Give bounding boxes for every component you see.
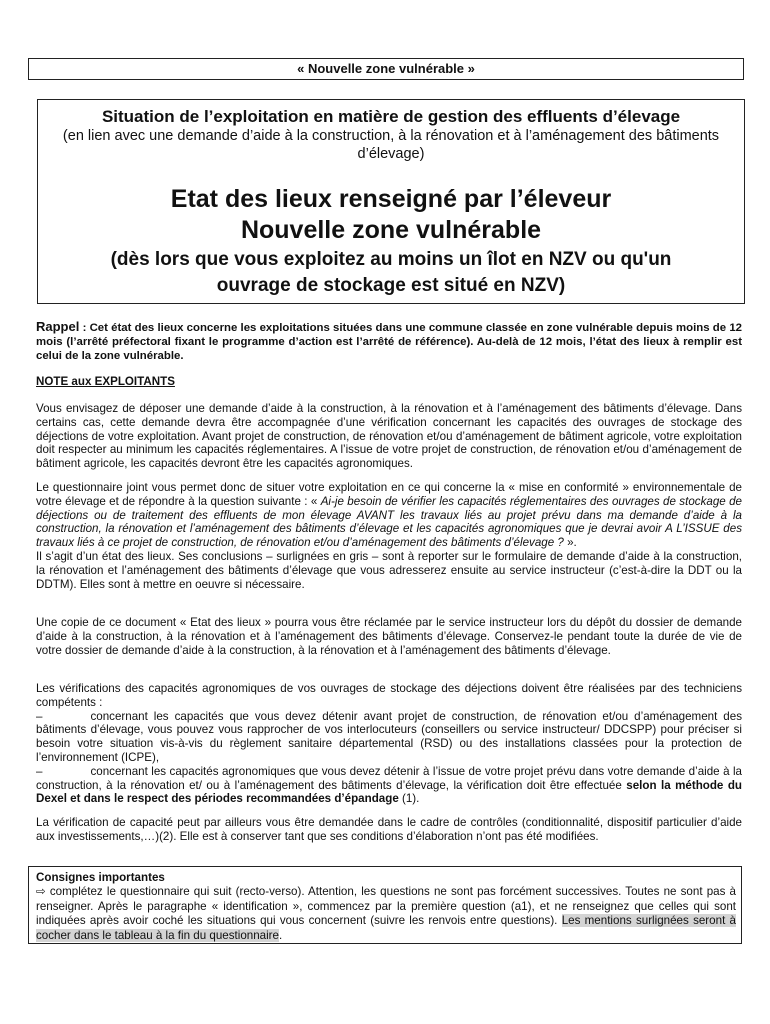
paragraph-4-item2-bold: selon la méthode du Dexel et dans le respect des périodes recommandées d’épandage bbox=[36, 778, 742, 806]
situation-subheading: (en lien avec une demande d’aide à la construction, à la rénovation et à l’aménagement des bâtiments d’élevage) bbox=[62, 128, 720, 162]
paragraph-3: Une copie de ce document « Etat des lieux » pourra vous être réclamée par le service instructeur lors du dépôt du dossier de demande d’aide à la construction, à la rénovation et à l’aménagement des bâtiments d’élevage. Conservez-le pendant toute la durée de vie de votre dossier de demande d’aide à la construction, à la rénovation et à l’aménagement des bâtiments d’élevage. bbox=[36, 616, 742, 657]
paragraph-4-intro: Les vérifications des capacités agronomiques de vos ouvrages de stockage des déjections doivent être réalisées par des techniciens compétents : bbox=[36, 682, 742, 709]
paragraph-5: La vérification de capacité peut par ailleurs vous être demandée dans le cadre de contrôles (conditionnalité, dispositif particulier d’aide aux investissements,…)(2). Elle est à conserver tant que ses conditions d’élaboration n’ont pas été modifiées. bbox=[36, 816, 742, 843]
zone-header-label: « Nouvelle zone vulnérable » bbox=[297, 61, 475, 76]
paragraph-2 bbox=[36, 481, 742, 591]
main-title-line1: Etat des lieux renseigné par l’éleveur bbox=[170, 185, 612, 213]
paragraph-4-item2-end: (1). bbox=[398, 792, 420, 806]
consignes-box bbox=[28, 866, 742, 944]
condition-line1: (dès lors que vous exploitez au moins un îlot en NZV ou qu'un bbox=[110, 249, 672, 270]
paragraph-1: Vous envisagez de déposer une demande d’aide à la construction, à la rénovation et à l’aménagement des bâtiments d’élevage. Dans certains cas, cette demande devra être accompagnée d’une vérification concernant les capacités des ouvrages de stockage des déjections de votre exploitation. Avant projet de construction, de rénovation et/ou d’aménagement de bâtiment agricole, votre exploitation doit respecter au minimum les capacités réglementaires. A l’issue de votre projet de construction, de rénovation et/ou d’aménagement de bâtiment agricole, les capacités devront être les capacités agronomiques. bbox=[36, 402, 742, 471]
paragraph-4-item1: concernant les capacités que vous devez détenir avant projet de construction, de rénovation et/ou d’aménagement des bâtiments d’élevage, vous pouvez vous rapprocher de vos interlocuteurs (conseillers ou service instructeur/ DDCSPP) pour préciser si besoin votre situation vis-à-vis du règlement sanitaire départemental (RSD) ou des installations classées pour la protection de l’environnement (ICPE), bbox=[36, 709, 742, 764]
situation-heading: Situation de l’exploitation en matière de gestion des effluents d’élevage bbox=[101, 107, 681, 126]
rappel-label: Rappel bbox=[36, 319, 80, 334]
dash-2: – bbox=[36, 764, 43, 778]
consignes-end: . bbox=[279, 928, 283, 942]
consignes-title: Consignes importantes bbox=[36, 871, 165, 884]
condition-line2: ouvrage de stockage est situé en NZV) bbox=[216, 275, 566, 296]
paragraph-2-question: Ai-je besoin de vérifier les capacités réglementaires des ouvrages de stockage de déjections ou de traitement des effluents de mon élevage AVANT les travaux liés au projet prévu dans ma demande d’aide à la construction, la rénovation et l’aménagement des bâtiments d’élevage et les capacités agronomiques que je devrai avoir A L’ISSUE des travaux liés à ce projet de construction, de rénovation et/ou d’aménagement des bâtiments d’élevage ? bbox=[36, 494, 742, 550]
dash-1: – bbox=[36, 709, 43, 723]
paragraph-4-item2: concernant les capacités agronomiques que vous devez détenir à l’issue de votre projet prévu dans votre demande d’aide à la construction, à la rénovation et/ ou à l’aménagement des bâtiments d’élevage, la vérification doit être effectuée bbox=[36, 764, 742, 792]
note-title: NOTE aux EXPLOITANTS bbox=[36, 375, 175, 388]
rappel-text: : Cet état des lieux concerne les exploitations situées dans une commune classée en zone vulnérable depuis moins de 12 mois (l’arrêté préfectoral fixant le programme d’action est l’arrêté de référence). Au-delà de 12 mois, l’état des lieux à remplir est celui de la zone vulnérable. bbox=[36, 322, 742, 362]
title-box bbox=[37, 99, 745, 304]
paragraph-2-start: Le questionnaire joint vous permet donc de situer votre exploitation en ce qui concerne la « mise en conformité » environnementale de votre élevage et de répondre à la question suivante : « bbox=[36, 481, 742, 508]
paragraph-2-second: Il s’agit d’un état des lieux. Ses conclusions – surlignées en gris – sont à reporter sur le formulaire de demande d’aide à la construction, la rénovation et l’aménagement des bâtiments d’élevage que vous adresserez ensuite au service instructeur (c’est-à-dire la DDT ou la DDTM). Elles sont à mettre en oeuvre si nécessaire. bbox=[36, 549, 742, 591]
consignes-text: complétez le questionnaire qui suit (recto-verso). Attention, les questions ne sont pas forcément successives. Toutes ne sont pas à renseigner. Après le paragraphe « identification », commencez par la première question (a1), et ne renseignez que celles qui sont indiquées après avoir coché les situations qui vous concernent (suivre les renvois entre questions). bbox=[36, 885, 736, 928]
arrow-right-icon: ⇨ bbox=[36, 885, 46, 899]
paragraph-4 bbox=[36, 682, 742, 806]
consignes-highlight: Les mentions surlignées seront à cocher dans le tableau à la fin du questionnaire bbox=[36, 914, 737, 942]
zone-header-box bbox=[28, 58, 744, 80]
paragraph-2-end: ». bbox=[563, 536, 577, 550]
rappel-paragraph bbox=[36, 320, 742, 363]
main-title-line2: Nouvelle zone vulnérable bbox=[240, 216, 542, 244]
